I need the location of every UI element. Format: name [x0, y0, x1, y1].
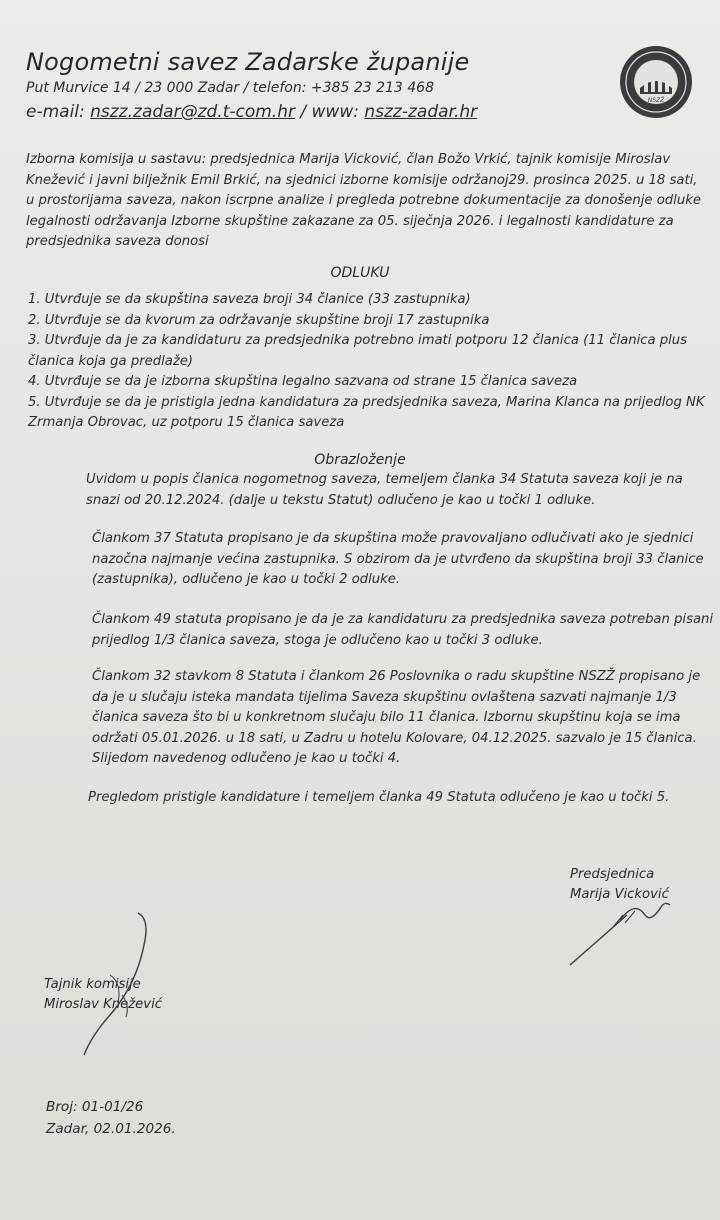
signature-name: Marija Vicković [570, 887, 669, 902]
reference-place-date: Zadar, 02.01.2026. [46, 1121, 176, 1137]
decision-item: 2. Utvrđuje se da kvorum za održavanje skupštine broji 17 zastupnika [28, 312, 490, 328]
signature-name: Miroslav Knežević [44, 997, 163, 1012]
explanation-text: Člankom 32 stavkom 8 Statuta i člankom 26 Poslovnika o radu skupštine NSZŽ propisano je da je u slučaju isteka mandata tijelima Saveza skupštinu ovlaštena sazvati najmanje 1/3 članica saveza što bi u konkretnom slučaju bilo 11 članica. Izbornu skupštinu koja se ima održati 05.01.2026. u 18 sati, u Zadru u hotelu Kolovare, 04.12.2025. sazvalo je 15 članica. Slijedom navedenog odlučeno je kao u točki 4. [92, 669, 701, 766]
decision-item: 1. Utvrđuje se da skupština saveza broji 34 članice (33 zastupnika) [28, 292, 471, 307]
organization-title: Nogometni savez Zadarske županije [26, 48, 470, 76]
decision-item: 4. Utvrđuje se da je izborna skupština legalno sazvana od strane 15 članica saveza [28, 374, 578, 389]
explanation-paragraph [38, 610, 718, 651]
www-label: / www: [300, 102, 359, 122]
signature-role: Tajnik komisije [44, 977, 141, 992]
explanation-paragraph [38, 667, 718, 770]
explanation-text: Člankom 37 Statuta propisano je da skupština može pravovaljano odlučivati ako je sjednici nazočna najmanje većina zastupnika. S obzirom da je utvrđeno da skupština broji 33 članice (zastupnika), odlučeno je kao u točki 2 odluke. [92, 531, 704, 587]
explanation-heading: Obrazloženje [314, 452, 406, 468]
explanation-text: Pregledom pristigle kandidature i temeljem članka 49 Statuta odlučeno je kao u točki 5. [88, 790, 670, 805]
document-reference [46, 1096, 176, 1140]
email-label: e-mail: [26, 102, 85, 122]
president-signature-icon [565, 895, 675, 970]
explanation-text: Uvidom u popis članica nogometnog saveza, temeljem članka 34 Statuta saveza koji je na snazi od 20.12.2024. (dalje u tekstu Statut) odlučeno je kao u točki 1 odluke. [86, 472, 683, 508]
explanation-text: Člankom 49 statuta propisano je da je za kandidaturu za predsjednika saveza potreban pisani prijedlog 1/3 članica saveza, stoga je odlučeno kao u točki 3 odluke. [92, 612, 714, 648]
email-link[interactable]: nszz.zadar@zd.t-com.hr [90, 102, 295, 122]
decision-item: 5. Utvrđuje se da je pristigla jedna kandidatura za predsjednika saveza, Marina Klanca na prijedlog NK Zrmanja Obrovac, uz potporu 15 članica saveza [28, 394, 705, 430]
logo-text: NSZŽ [647, 97, 665, 104]
reference-number: Broj: 01-01/26 [46, 1099, 144, 1115]
football-association-seal-icon [618, 44, 694, 120]
organization-contact [26, 102, 477, 122]
explanation-paragraph [32, 470, 712, 511]
intro-paragraph: Izborna komisija u sastavu: predsjednica Marija Vicković, član Božo Vrkić, tajnik komisije Miroslav Knežević i javni bilježnik Emil Brkić, na sjednici izborne komisije održanoj29. prosinca 2025. u 18 sati, u prostorijama saveza, nakon iscrpne analize i pregleda potrebne dokumentacije za donošenje odluke legalnosti održavanja Izborne skupštine zakazane za 05. siječnja 2026. i legalnosti kandidature za predsjednika saveza donosi [26, 152, 701, 249]
secretary-signature-block [44, 975, 162, 1015]
decision-item: 3. Utvrđuje da je za kandidaturu za predsjednika potrebno imati potporu 12 članica (11 članica plus članica koja ga predlaže) [28, 333, 688, 369]
decision-list [28, 290, 708, 434]
organization-address: Put Murvice 14 / 23 000 Zadar / telefon: +385 23 213 468 [26, 80, 434, 96]
signature-role: Predsjednica [570, 867, 655, 882]
president-signature-block [570, 865, 669, 905]
explanation-paragraph [88, 788, 720, 809]
decision-heading: ODLUKU [330, 265, 390, 281]
website-link[interactable]: nszz-zadar.hr [364, 102, 478, 122]
explanation-paragraph [38, 529, 718, 591]
